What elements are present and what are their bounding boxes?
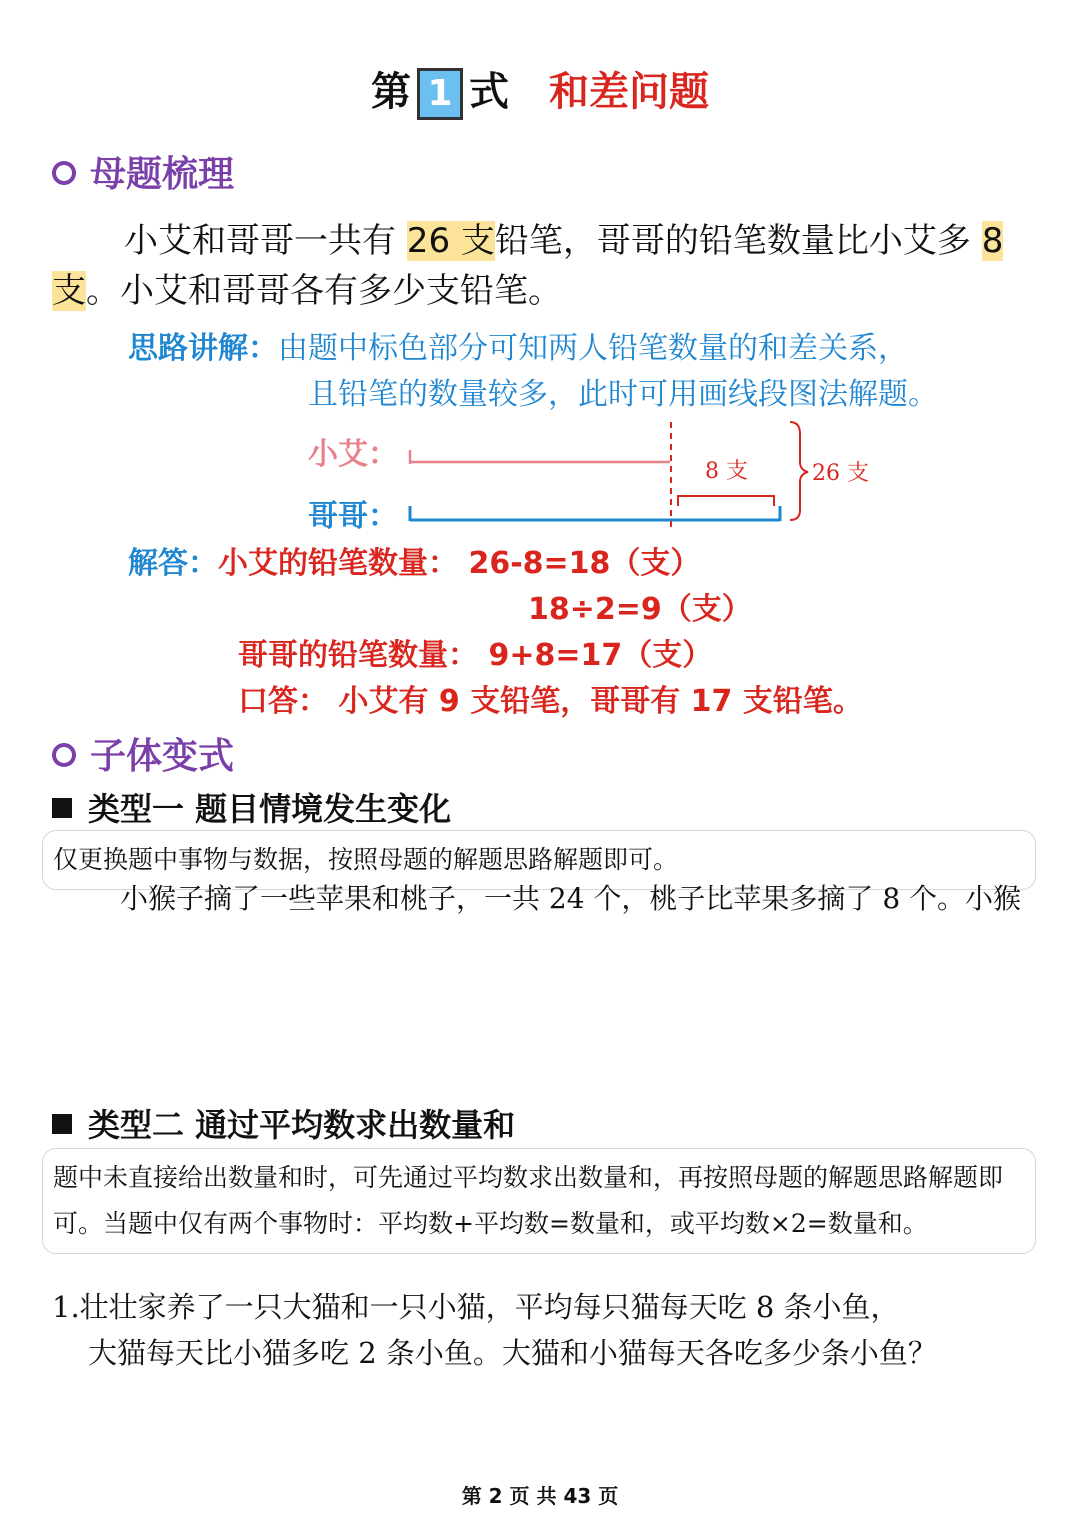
section-mother-problem [52,150,234,200]
line-segment-diagram [300,420,920,540]
total-label: 26 支 [812,461,869,486]
title-suffix: 式 [469,69,509,115]
highlight-difference: 8 支 [52,221,1004,311]
answer-step-1: 小艾的铅笔数量： 26-8=18（支） [218,546,701,581]
problem-text-3: 。小艾和哥哥各有多少支铅笔。 [86,271,562,311]
answer-label: 解答： [128,546,218,581]
section-variants [52,732,234,782]
thinking-explanation [128,326,1058,418]
diff-bracket [678,496,774,506]
square-bullet-icon [52,798,72,818]
question-line-2: 大猫每天比小猫多吃 2 条小鱼。大猫和小猫每天各吃多少条小鱼？ [88,1336,937,1370]
title-topic: 和差问题 [549,69,709,115]
answer-step-3: 哥哥的铅笔数量： 9+8=17（支） [238,638,713,673]
answer-final: 口答： 小艾有 9 支铅笔，哥哥有 17 支铅笔。 [238,684,863,719]
circle-bullet-icon [52,161,76,185]
question-line-1: 壮壮家养了一只大猫和一只小猫，平均每只猫每天吃 8 条小鱼， [79,1290,900,1324]
diff-label: 8 支 [705,459,748,484]
thinking-line-1: 由题中标色部分可知两人铅笔数量的和差关系， [278,331,908,366]
type1-problem: 小猴子摘了一些苹果和桃子，一共 24 个，桃子比苹果多摘了 8 个。小猴 [120,882,1022,915]
title-prefix: 第 [371,69,411,115]
problem-text-2: 铅笔，哥哥的铅笔数量比小艾多 [494,221,982,261]
section-title: 母题梳理 [90,154,235,195]
type2-note: 题中未直接给出数量和时，可先通过平均数求出数量和，再按照母题的解题思路解题即可。当题中仅有两个事物时：平均数+平均数=数量和，或平均数×2=数量和。 [53,1163,1004,1238]
page-title [0,62,1080,122]
type1-header [52,786,451,832]
type2-note-box [42,1148,1036,1254]
page-footer: 第 2 页 共 43 页 [461,1484,619,1508]
section-title: 子体变式 [90,736,235,777]
mother-problem-text [52,216,1042,316]
square-bullet-icon [52,1114,72,1134]
thinking-label: 思路讲解： [128,331,278,366]
answer-step-2: 18÷2=9（支） [528,592,752,627]
type1-note: 仅更换题中事物与数据，按照母题的解题思路解题即可。 [53,845,679,874]
title-number-badge: 1 [417,68,463,120]
type2-header [52,1102,515,1148]
type2-header-text: 类型二 通过平均数求出数量和 [88,1106,516,1144]
circle-bullet-icon [52,743,76,767]
answer-line-1 [128,542,700,586]
label-gege: 哥哥： [308,499,398,534]
thinking-line-2: 且铅笔的数量较多，此时可用画线段图法解题。 [308,377,938,412]
question-number: 1. [52,1290,80,1324]
type2-question-1 [52,1284,1036,1376]
type1-header-text: 类型一 题目情境发生变化 [88,790,452,828]
total-brace [790,422,808,520]
problem-text-1: 小艾和哥哥一共有 [124,221,407,261]
label-xiaoai: 小艾： [308,437,398,472]
highlight-total: 26 支 [406,221,495,261]
